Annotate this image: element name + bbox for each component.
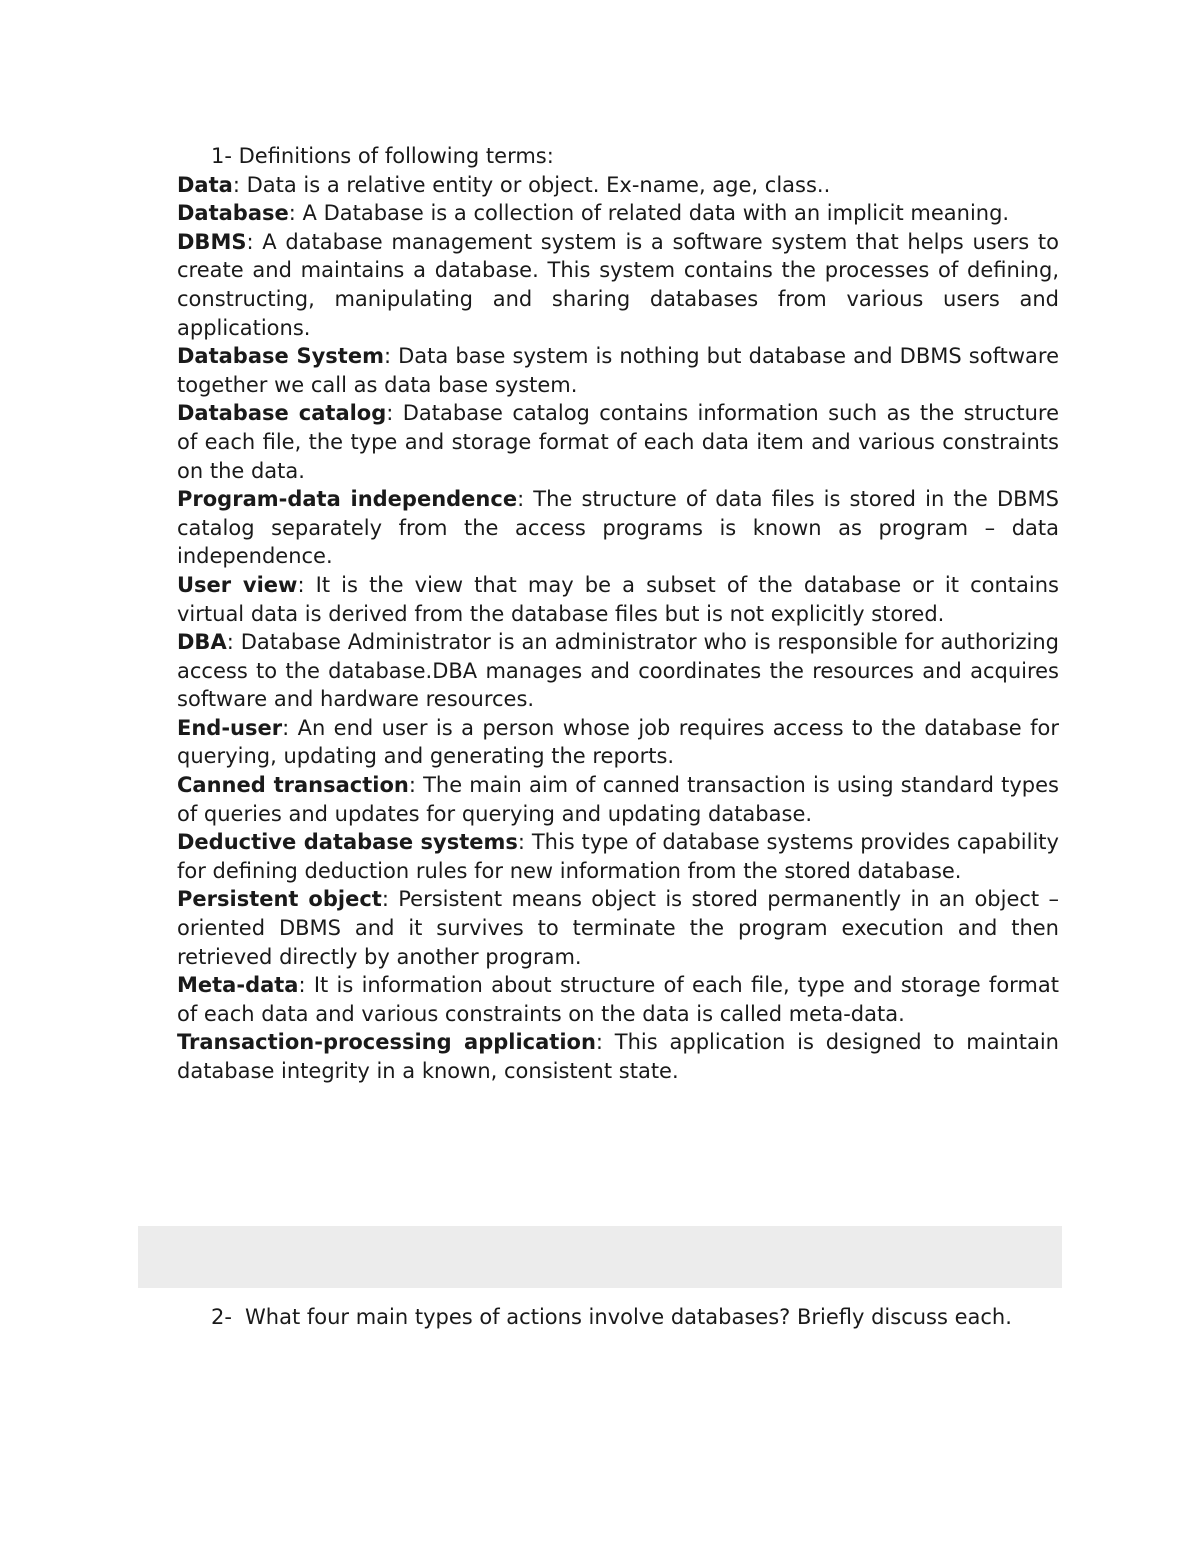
definition-transaction-processing-application: Transaction-processing application: This application is designed to maintain database integrity in a known, consistent state.	[177, 1030, 1059, 1083]
definition-database-catalog: Database catalog: Database catalog contains information such as the structure of each file, the type and storage format of each data item and various constraints on the data.	[177, 401, 1059, 483]
definition-user-view: User view: It is the view that may be a subset of the database or it contains virtual data is derived from the database files but is not explicitly stored.	[177, 572, 1059, 626]
definition-text: Persistent means object is stored permanently in an object –oriented DBMS and it survives to terminate the program execution and then retrieved directly by another program.	[177, 887, 1059, 969]
definition-database: Database: A Database is a collection of related data with an implicit meaning.	[177, 201, 1010, 226]
question-number: 2-	[211, 1305, 232, 1329]
definition-term: User view	[177, 572, 298, 597]
definition-text: A database management system is a software system that helps users to create and maintains a database. This system contains the processes of defining, constructing, manipulating and sharing databases from various users and applications.	[177, 229, 1059, 340]
question-2	[211, 1303, 1059, 1332]
definition-text: This application is designed to maintain database integrity in a known, consistent state.	[177, 1030, 1059, 1083]
definition-text: Data is a relative entity or object. Ex-name, age, class..	[246, 172, 831, 197]
definition-term: Deductive database systems	[177, 830, 518, 855]
definition-term: Meta-data	[177, 973, 299, 998]
section-heading: 1- Definitions of following terms:	[211, 144, 554, 168]
definition-data: Data: Data is a relative entity or object. Ex-name, age, class..	[177, 172, 831, 197]
definition-end-user: End-user: An end user is a person whose job requires access to the database for querying, updating and generating the reports.	[177, 715, 1059, 769]
definition-text: An end user is a person whose job requires access to the database for querying, updating and generating the reports.	[177, 715, 1059, 769]
definition-program-data-independence: Program-data independence: The structure of data files is stored in the DBMS catalog separately from the access programs is known as program – data independence.	[177, 487, 1059, 569]
definition-text: Database catalog contains information such as the structure of each file, the type and storage format of each data item and various constraints on the data.	[177, 401, 1059, 483]
definition-text: This type of database systems provides capability for defining deduction rules for new information from the stored database.	[177, 830, 1059, 883]
definition-text: It is the view that may be a subset of the database or it contains virtual data is derived from the database files but is not explicitly stored.	[177, 572, 1059, 626]
definition-text: The structure of data files is stored in the DBMS catalog separately from the access programs is known as program – data independence.	[177, 487, 1059, 569]
definition-text: Database Administrator is an administrator who is responsible for authorizing access to the database.DBA manages and coordinates the resources and acquires software and hardware resources.	[177, 630, 1059, 712]
definition-text: Data base system is nothing but database and DBMS software together we call as data base system.	[177, 344, 1059, 397]
definition-text: The main aim of canned transaction is using standard types of queries and updates for querying and updating database.	[177, 773, 1059, 826]
definition-term: Data	[177, 172, 233, 197]
definition-term: Transaction-processing application	[177, 1030, 596, 1055]
definition-term: DBA	[177, 630, 227, 655]
definition-term: End-user	[177, 715, 283, 740]
definition-term: Database	[177, 201, 289, 226]
definition-dba: DBA: Database Administrator is an administrator who is responsible for authorizing access to the database.DBA manages and coordinates the resources and acquires software and hardware resources.	[177, 630, 1059, 712]
definition-persistent-object: Persistent object: Persistent means object is stored permanently in an object –oriented DBMS and it survives to terminate the program execution and then retrieved directly by another program.	[177, 887, 1059, 969]
definition-canned-transaction: Canned transaction: The main aim of canned transaction is using standard types of queries and updates for querying and updating database.	[177, 773, 1059, 826]
definition-term: Persistent object	[177, 887, 382, 912]
definition-term: Canned transaction	[177, 773, 409, 798]
definition-term: Program-data independence	[177, 487, 518, 512]
section-divider-band	[138, 1226, 1062, 1288]
definition-text: A Database is a collection of related data with an implicit meaning.	[302, 201, 1010, 226]
definitions-section	[177, 142, 1059, 1086]
definition-term: DBMS	[177, 229, 247, 254]
definition-database-system: Database System: Data base system is nothing but database and DBMS software together we call as data base system.	[177, 344, 1059, 397]
definition-dbms: DBMS: A database management system is a software system that helps users to create and maintains a database. This system contains the processes of defining, constructing, manipulating and sharing databases from various users and applications.	[177, 229, 1059, 340]
definition-deductive-database-systems: Deductive database systems: This type of database systems provides capability for defining deduction rules for new information from the stored database.	[177, 830, 1059, 883]
definition-meta-data: Meta-data: It is information about structure of each file, type and storage format of each data and various constraints on the data is called meta-data.	[177, 973, 1059, 1026]
question-text: What four main types of actions involve databases? Briefly discuss each.	[245, 1305, 1012, 1329]
definition-term: Database catalog	[177, 401, 387, 426]
definition-text: It is information about structure of each file, type and storage format of each data and various constraints on the data is called meta-data.	[177, 973, 1059, 1026]
definition-term: Database System	[177, 344, 384, 369]
